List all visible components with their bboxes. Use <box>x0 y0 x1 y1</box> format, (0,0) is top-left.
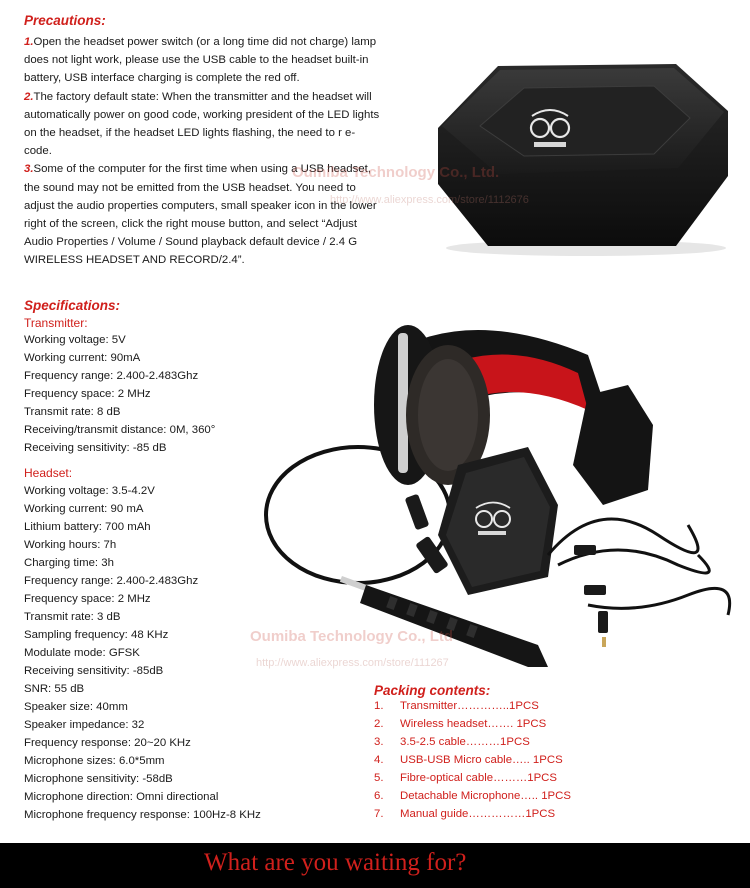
headset-spec-line: Sampling frequency: 48 KHz <box>24 629 169 641</box>
transmitter-spec-line: Frequency range: 2.400-2.483Ghz <box>24 370 199 382</box>
precaution-2-text: The factory default state: When the transmitter and the headset will automatically power on good code, working president of the LED lights on the headset, if the headset LED lights flashing, the need to r e-code. <box>24 90 380 158</box>
packing-item-text: Manual guide……………1PCS <box>400 808 556 820</box>
watermark-company-bottom: Oumiba Technology Co., Ltd <box>250 628 454 645</box>
headset-spec-line: Receiving sensitivity: -85dB <box>24 665 164 677</box>
packing-item-number: 1. <box>374 700 384 712</box>
watermark-company-top: Oumiba Technology Co., Ltd. <box>292 164 500 181</box>
usb-cable-image <box>548 519 730 615</box>
headset-spec-line: Microphone frequency response: 100Hz-8 KHz <box>24 809 261 821</box>
packing-item-text: USB-USB Micro cable….. 1PCS <box>400 754 563 766</box>
transmitter-subheading: Transmitter: <box>24 316 88 330</box>
headset-spec-line: Frequency range: 2.400-2.483Ghz <box>24 575 199 587</box>
headset-spec-line: Working hours: 7h <box>24 539 117 551</box>
packing-item <box>374 808 555 820</box>
headset-spec-line: Microphone direction: Omni directional <box>24 791 219 803</box>
headset-spec-line: Frequency response: 20~20 KHz <box>24 737 191 749</box>
watermark-url-bottom: http://www.aliexpress.com/store/111267 <box>256 657 449 669</box>
precaution-2-number: 2. <box>24 90 34 103</box>
headset-spec-line: Lithium battery: 700 mAh <box>24 521 151 533</box>
transmitter-spec-list <box>24 331 215 457</box>
transmitter-spec-line: Working voltage: 5V <box>24 334 126 346</box>
headset-spec-line: Transmit rate: 3 dB <box>24 611 121 623</box>
precaution-1-text: Open the headset power switch (or a long time did not charge) lamp does not light work, please use the USB cable to the headset built-in battery, USB interface charging is complete the red off. <box>24 36 377 85</box>
precaution-3-text: Some of the computer for the first time when using a USB headset, the sound may not be emitted from the USB headset. You need to adjust the audio properties computers, small speaker icon in the lower right of the screen, click the right mouse button, and select “Adjust Audio Properties / Volume / Sound playback default device / 2.4 G WIRELESS HEADSET AND RECORD/2.4”. <box>24 163 377 267</box>
precaution-3-number: 3. <box>24 163 34 176</box>
transmitter-spec-line: Receiving/transmit distance: 0M, 360° <box>24 424 216 436</box>
packing-item-number: 4. <box>374 754 384 766</box>
microphone-image <box>340 576 548 667</box>
packing-item <box>374 790 571 802</box>
transmitter-spec-line: Working current: 90mA <box>24 352 141 364</box>
packing-heading: Packing contents: <box>374 683 491 698</box>
precautions-text <box>24 33 380 270</box>
headset-product-image <box>258 315 750 680</box>
headset-spec-line: Frequency space: 2 MHz <box>24 593 151 605</box>
headset-spec-line: Speaker size: 40mm <box>24 701 128 713</box>
specifications-heading: Specifications: <box>24 298 121 313</box>
packing-item <box>374 754 563 766</box>
packing-item-text: Fibre-optical cable………1PCS <box>400 772 557 784</box>
packing-item-number: 5. <box>374 772 384 784</box>
headset-spec-line: SNR: 55 dB <box>24 683 85 695</box>
bottom-banner <box>0 843 750 888</box>
transmitter-spec-line: Frequency space: 2 MHz <box>24 388 151 400</box>
headset-spec-line: Working voltage: 3.5-4.2V <box>24 485 155 497</box>
packing-item <box>374 736 530 748</box>
precautions-heading: Precautions: <box>24 13 106 28</box>
headset-spec-line: Speaker impedance: 32 <box>24 719 145 731</box>
packing-item <box>374 772 557 784</box>
precaution-1-number: 1. <box>24 36 34 48</box>
transmitter-spec-line: Receiving sensitivity: -85 dB <box>24 442 167 454</box>
packing-item <box>374 718 546 730</box>
transmitter-spec-line: Transmit rate: 8 dB <box>24 406 121 418</box>
packing-item-text: 3.5-2.5 cable………1PCS <box>400 736 530 748</box>
headset-spec-line: Modulate mode: GFSK <box>24 647 140 659</box>
packing-item-text: Transmitter…………..1PCS <box>400 700 539 712</box>
packing-item-text: Detachable Microphone….. 1PCS <box>400 790 571 802</box>
headset-spec-line: Microphone sizes: 6.0*5mm <box>24 755 165 767</box>
packing-item-number: 2. <box>374 718 384 730</box>
headset-spec-list <box>24 482 261 824</box>
watermark-url-top: http://www.aliexpress.com/store/1112676 <box>330 194 529 206</box>
headset-spec-line: Working current: 90 mA <box>24 503 144 515</box>
banner-text: What are you waiting for? <box>204 849 467 876</box>
packing-item-number: 7. <box>374 808 384 820</box>
packing-item-text: Wireless headset……. 1PCS <box>400 718 547 730</box>
packing-item <box>374 700 539 712</box>
packing-item-number: 3. <box>374 736 384 748</box>
transmitter-box-image <box>428 56 740 258</box>
headset-spec-line: Microphone sensitivity: -58dB <box>24 773 173 785</box>
headset-spec-line: Charging time: 3h <box>24 557 114 569</box>
packing-item-number: 6. <box>374 790 384 802</box>
headset-subheading: Headset: <box>24 466 73 480</box>
